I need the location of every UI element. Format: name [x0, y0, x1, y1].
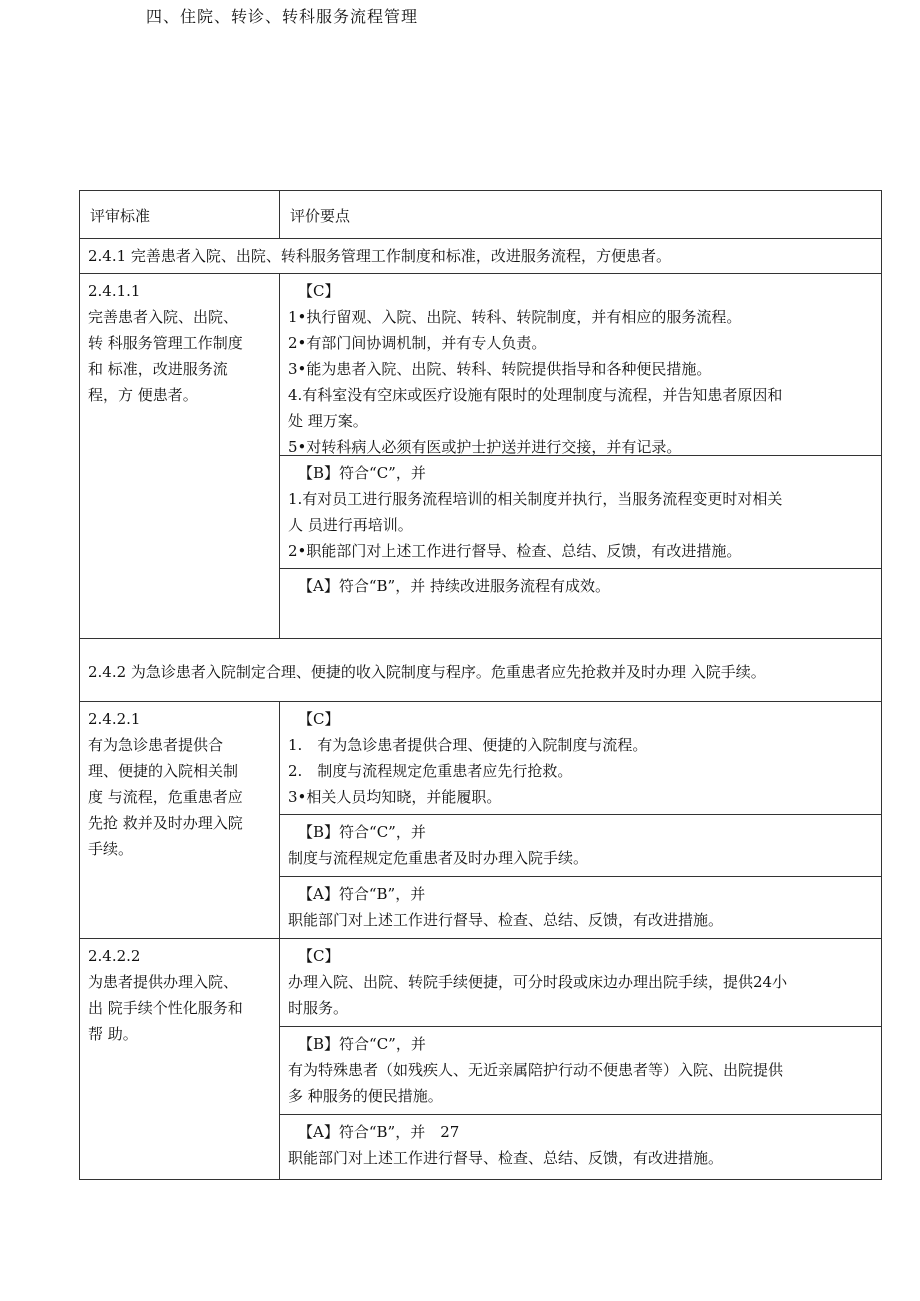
- standard-cell: 2.4.2.2 为患者提供办理入院、 出 院手续个性化服务和 帮 助。: [80, 939, 280, 1180]
- grade-b-block: 【B】符合“C”，并 制度与流程规定危重患者及时办理入院手续。: [280, 815, 881, 877]
- grade-label: 【B】符合“C”，并: [298, 1035, 426, 1053]
- grade-label: 【A】符合“B”，并 27: [298, 1123, 460, 1141]
- grade-a-block: [280, 569, 881, 631]
- grade-a-block: 【A】符合“B”，并 职能部门对上述工作进行督导、检查、总结、反馈，有改进措施。: [280, 877, 881, 938]
- grade-label: 【C】: [298, 710, 340, 728]
- section-row: [80, 239, 882, 274]
- section-title: 2.4.2 为急诊患者入院制定合理、便捷的收入院制度与程序。危重患者应先抢救并及时办理 入院手续。: [80, 639, 882, 702]
- grade-label: 【C】: [298, 947, 340, 965]
- key-points-cell: [280, 274, 882, 639]
- grade-label: 【A】符合“B”，并 持续改进服务流程有成效。: [298, 577, 610, 595]
- grade-c-block: 【C】 1. 有为急诊患者提供合理、便捷的入院制度与流程。 2. 制度与流程规定危重患者应先行抢救。 3•相关人员均知晓，并能履职。: [280, 702, 881, 815]
- header-key-points: 评价要点: [280, 191, 882, 239]
- key-points-cell: [280, 939, 882, 1180]
- evaluation-table: [79, 190, 882, 1180]
- grade-c-block: 【C】 1•执行留观、入院、出院、转科、转院制度，并有相应的服务流程。 2•有部门间协调机制，并有专人负责。 3•能为患者入院、出院、转科、转院提供指导和各种便民措施。 4.有科室没有空床或医疗设施有限时的处理制度与流程，并告知患者原因和 处 理万案。 5•对转科病人必须有医或护士护送并进行交接，并有记录。: [280, 274, 881, 456]
- key-points-cell: [280, 702, 882, 939]
- table-row: [80, 274, 882, 639]
- standard-cell: 2.4.2.1 有为急诊患者提供合 理、便捷的入院相关制 度 与流程，危重患者应 先抢 救并及时办理入院 手续。: [80, 702, 280, 939]
- table-header-row: [80, 191, 882, 239]
- section-row: [80, 639, 882, 702]
- grade-c-block: 【C】 办理入院、出院、转院手续便捷，可分时段或床边办理出院手续，提供24小 时服务。: [280, 939, 881, 1027]
- table-row: [80, 939, 882, 1180]
- grade-label: 【B】符合“C”，并: [298, 464, 426, 482]
- table-row: [80, 702, 882, 939]
- header-standard: 评审标准: [80, 191, 280, 239]
- grade-a-block: 【A】符合“B”，并 27 职能部门对上述工作进行督导、检查、总结、反馈，有改进措施。: [280, 1115, 881, 1179]
- grade-label: 【C】: [298, 282, 340, 300]
- grade-b-block: 【B】符合“C”，并 有为特殊患者（如残疾人、无近亲属陪护行动不便患者等）入院、出院提供 多 种服务的便民措施。: [280, 1027, 881, 1115]
- grade-label: 【A】符合“B”，并: [298, 885, 426, 903]
- grade-b-block: 【B】符合“C”，并 1.有对员工进行服务流程培训的相关制度并执行，当服务流程变更时对相关 人 员进行再培训。 2•职能部门对上述工作进行督导、检查、总结、反馈，有改进措施。: [280, 456, 881, 569]
- page-heading: 四、住院、转诊、转科服务流程管理: [146, 7, 419, 26]
- grade-label: 【B】符合“C”，并: [298, 823, 426, 841]
- standard-cell: 2.4.1.1 完善患者入院、出院、 转 科服务管理工作制度 和 标准，改进服务流 程，方 便患者。: [80, 274, 280, 639]
- section-title: 2.4.1 完善患者入院、出院、转科服务管理工作制度和标准，改进服务流程，方便患者。: [80, 239, 882, 274]
